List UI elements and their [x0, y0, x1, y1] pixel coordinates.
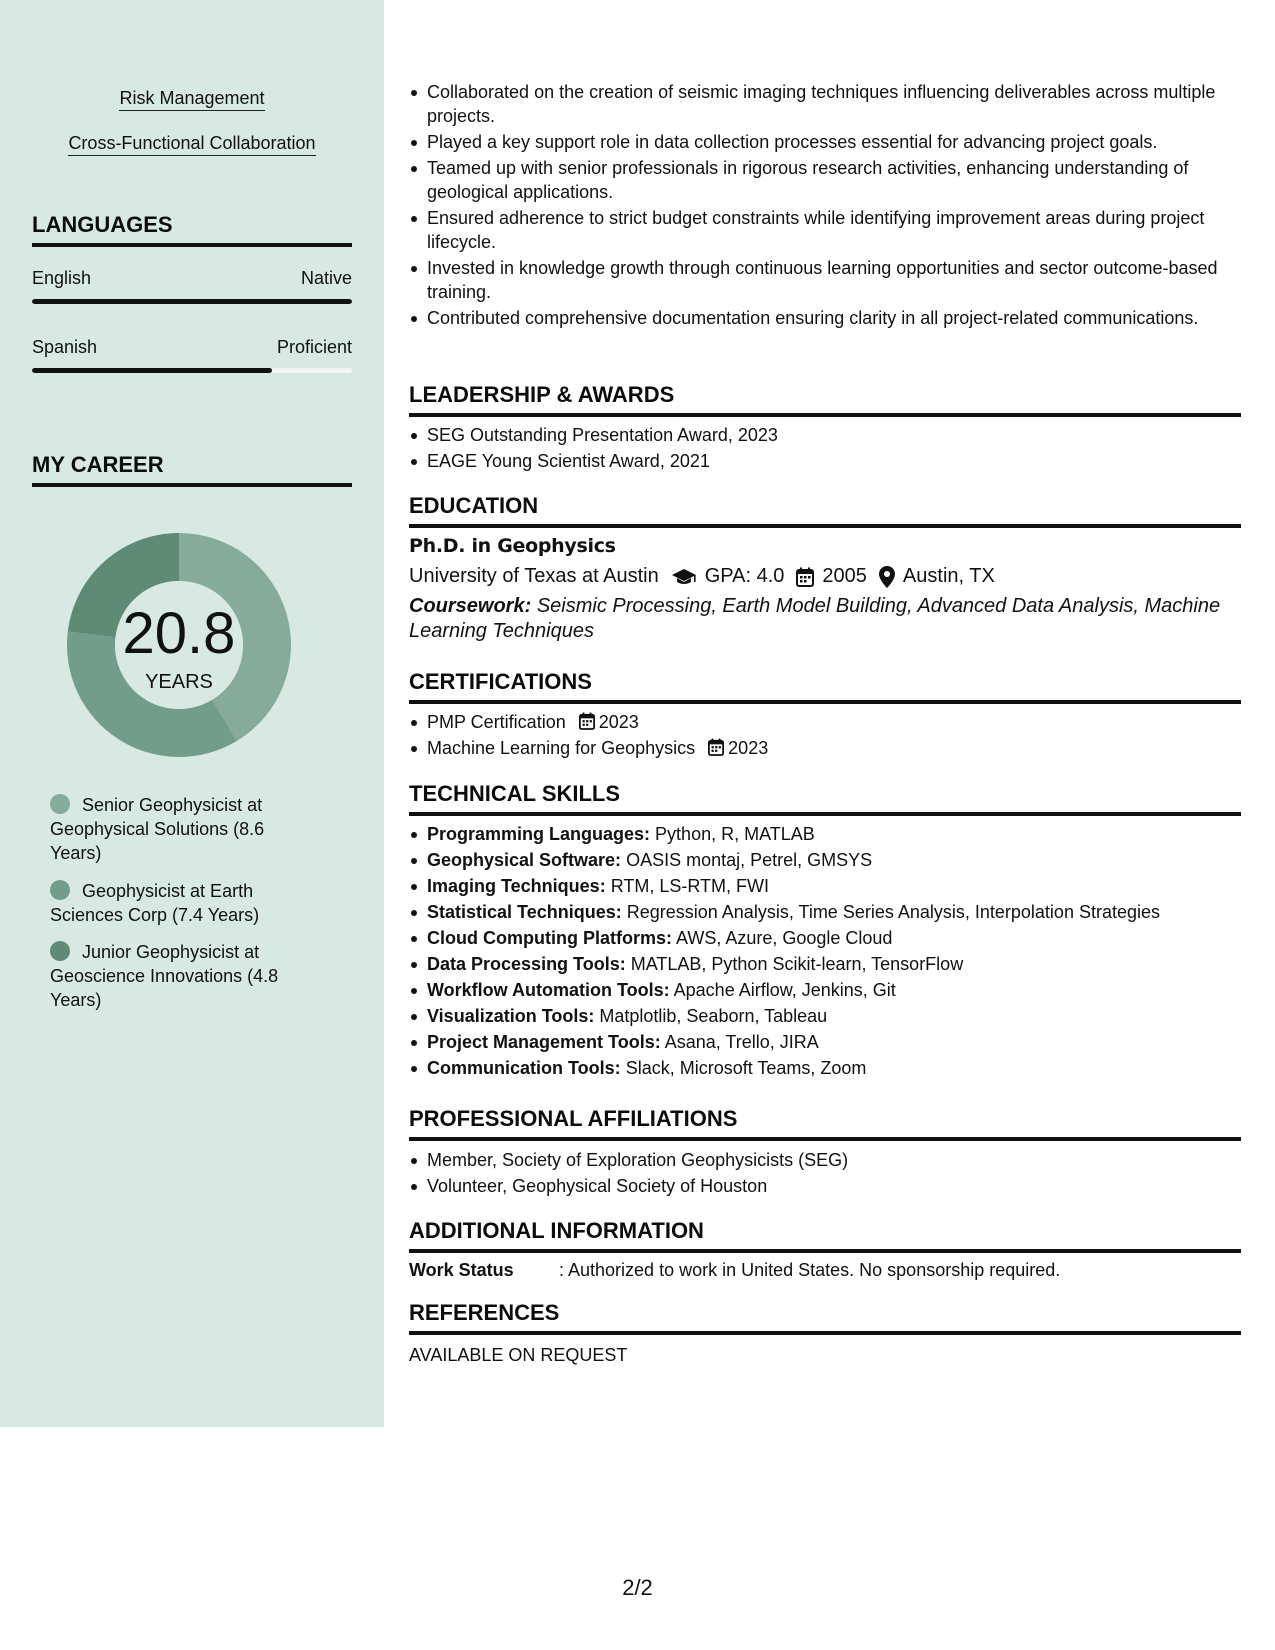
affiliations-list — [409, 1148, 1241, 1200]
list-item: PMP Certification 2023 — [409, 710, 1241, 734]
language-row — [32, 337, 352, 358]
education-heading: EDUCATION — [409, 493, 1241, 528]
languages-heading: LANGUAGES — [32, 212, 352, 247]
language-proficiency-bar — [32, 299, 352, 304]
legend-dot — [50, 941, 70, 961]
calendar-icon — [708, 738, 724, 756]
edu-school: University of Texas at Austin — [409, 565, 659, 587]
certifications-list — [409, 710, 1241, 762]
list-item: Played a key support role in data collection processes essential for advancing project goals. — [409, 130, 1241, 154]
career-legend-item: Senior Geophysicist at Geophysical Solutions (8.6 Years) — [50, 795, 265, 863]
list-item: Workflow Automation Tools: Apache Airflow, Jenkins, Git — [409, 978, 1241, 1002]
work-status-label: Work Status — [409, 1260, 514, 1280]
location-pin-icon — [879, 566, 895, 588]
list-item: Data Processing Tools: MATLAB, Python Scikit-learn, TensorFlow — [409, 952, 1241, 976]
career-legend-item: Geophysicist at Earth Sciences Corp (7.4 Years) — [50, 881, 260, 925]
list-item: Communication Tools: Slack, Microsoft Teams, Zoom — [409, 1056, 1241, 1080]
affiliations-heading: PROFESSIONAL AFFILIATIONS — [409, 1106, 1241, 1141]
list-item: EAGE Young Scientist Award, 2021 — [409, 449, 1241, 473]
skill-item: Risk Management — [0, 88, 384, 109]
legend-dot — [50, 794, 70, 814]
list-item: Contributed comprehensive documentation ensuring clarity in all project-related communications. — [409, 306, 1241, 330]
list-item: Machine Learning for Geophysics 2023 — [409, 736, 1241, 760]
edu-meta — [409, 565, 1241, 588]
list-item: SEG Outstanding Presentation Award, 2023 — [409, 423, 1241, 447]
list-item: Visualization Tools: Matplotlib, Seaborn, Tableau — [409, 1004, 1241, 1028]
career-total-unit: YEARS — [145, 670, 213, 693]
edu-location: Austin, TX — [902, 565, 995, 587]
edu-gpa: GPA: 4.0 — [704, 565, 785, 587]
work-status-row — [409, 1260, 1241, 1281]
list-item: Ensured adherence to strict budget constraints while identifying improvement areas during project lifecycle. — [409, 206, 1241, 254]
language-level: Proficient — [276, 337, 352, 357]
sidebar — [0, 0, 384, 1427]
language-row — [32, 268, 352, 289]
leadership-list — [409, 423, 1241, 475]
references-heading: REFERENCES — [409, 1300, 1241, 1335]
language-name: Spanish — [32, 337, 98, 357]
list-item: Member, Society of Exploration Geophysicists (SEG) — [409, 1148, 1241, 1172]
experience-bullets — [409, 80, 1241, 332]
legend-dot — [50, 880, 70, 900]
career-donut-chart — [66, 532, 292, 758]
work-status-value: : Authorized to work in United States. No sponsorship required. — [559, 1260, 1061, 1280]
certifications-heading: CERTIFICATIONS — [409, 669, 1241, 704]
list-item: Project Management Tools: Asana, Trello, JIRA — [409, 1030, 1241, 1054]
technical-skills-list — [409, 822, 1241, 1082]
edu-coursework: Coursework: Seismic Processing, Earth Model Building, Advanced Data Analysis, Machine Learning Techniques — [409, 595, 1221, 642]
list-item: Imaging Techniques: RTM, LS-RTM, FWI — [409, 874, 1241, 898]
list-item: Teamed up with senior professionals in rigorous research activities, enhancing understanding of geological applications. — [409, 156, 1241, 204]
skill-item: Cross-Functional Collaboration — [0, 133, 384, 154]
career-total-number: 20.8 — [122, 600, 236, 666]
edu-year: 2005 — [822, 565, 867, 587]
page-number: 2/2 — [622, 1575, 653, 1600]
list-item: Cloud Computing Platforms: AWS, Azure, Google Cloud — [409, 926, 1241, 950]
references-text: AVAILABLE ON REQUEST — [409, 1345, 628, 1365]
technical-skills-heading: TECHNICAL SKILLS — [409, 781, 1241, 816]
list-item: Statistical Techniques: Regression Analysis, Time Series Analysis, Interpolation Strategies — [409, 900, 1241, 924]
career-legend-item: Junior Geophysicist at Geoscience Innovations (4.8 Years) — [50, 942, 279, 1010]
list-item: Volunteer, Geophysical Society of Houston — [409, 1174, 1241, 1198]
additional-info-heading: ADDITIONAL INFORMATION — [409, 1218, 1241, 1253]
language-proficiency-fill — [32, 368, 272, 373]
edu-degree: Ph.D. in Geophysics — [409, 535, 616, 557]
list-item: Programming Languages: Python, R, MATLAB — [409, 822, 1241, 846]
leadership-heading: LEADERSHIP & AWARDS — [409, 382, 1241, 417]
language-name: English — [32, 268, 92, 288]
education-entry — [409, 535, 1241, 644]
calendar-icon — [796, 567, 814, 587]
graduation-cap-icon — [671, 567, 697, 587]
career-total — [66, 532, 292, 758]
list-item: Collaborated on the creation of seismic imaging techniques influencing deliverables across multiple projects. — [409, 80, 1241, 128]
list-item: Geophysical Software: OASIS montaj, Petrel, GMSYS — [409, 848, 1241, 872]
list-item: Invested in knowledge growth through continuous learning opportunities and sector outcome-based training. — [409, 256, 1241, 304]
language-level: Native — [300, 268, 352, 288]
language-proficiency-fill — [32, 299, 352, 304]
calendar-icon — [579, 712, 595, 730]
career-heading: MY CAREER — [32, 452, 352, 487]
language-proficiency-bar — [32, 368, 352, 373]
